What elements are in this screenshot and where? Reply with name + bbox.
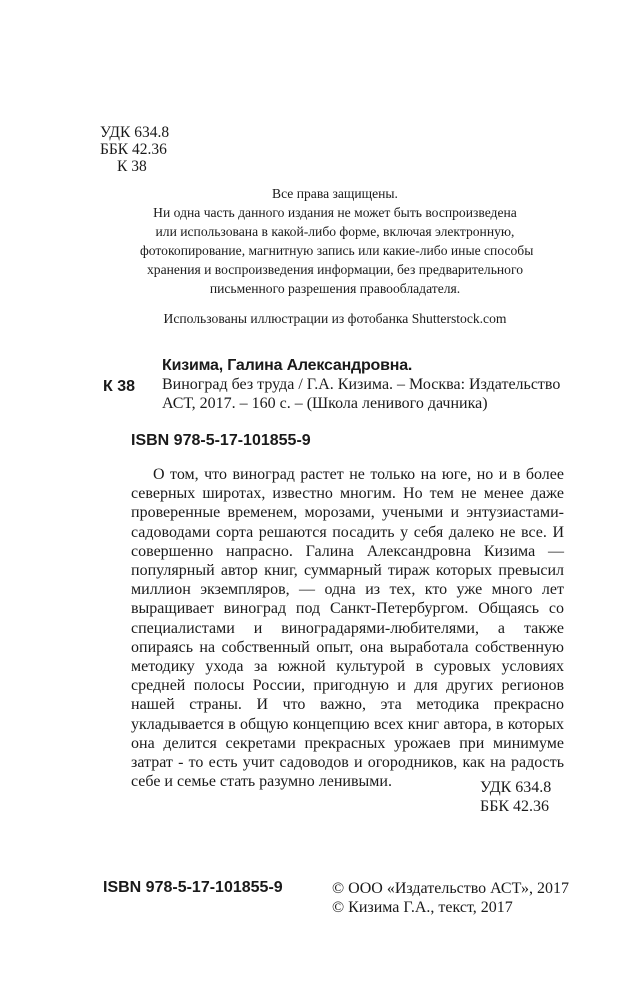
rights-line: или использована в какой-либо форме, включая электронную, — [155, 224, 515, 239]
bib-line-1: Виноград без труда / Г.А. Кизима. – Москва: Издательство — [162, 376, 561, 393]
classification-codes — [100, 124, 169, 175]
catalog-isbn: ISBN 978-5-17-101855-9 — [131, 432, 311, 449]
rights-line: Все права защищены. — [272, 186, 398, 201]
bib-line-2: АСТ, 2017. – 160 с. – (Школа ленивого дачника) — [162, 395, 488, 412]
bbk-code: ББК 42.36 — [100, 141, 167, 158]
rights-line: хранения и воспроизведения информации, без предварительного — [146, 262, 524, 277]
author-mark: К 38 — [117, 158, 147, 175]
udk-code: УДК 634.8 — [100, 124, 170, 141]
rights-line: письменного разрешения правообладателя. — [209, 281, 461, 296]
rights-notice — [140, 184, 534, 298]
copyright-author: © Кизима Г.А., текст, 2017 — [332, 899, 513, 916]
bibliographic-description — [162, 375, 562, 413]
rights-line: Ни одна часть данного издания не может быть воспроизведена — [153, 205, 517, 220]
copyright-publisher: © ООО «Издательство АСТ», 2017 — [332, 880, 569, 897]
catalog-author: Кизима, Галина Александровна. — [162, 357, 413, 374]
copyright-block — [332, 879, 569, 917]
catalog-code: К 38 — [103, 378, 136, 395]
annotation-codes — [480, 778, 551, 816]
illustrations-credit: Использованы иллюстрации из фотобанка Shutterstock.com — [163, 311, 507, 326]
annotation-text: О том, что виноград растет не только на юге, но и в более северных широтах, известно многим. Но тем не менее даже проверенные временем, морозами, учеными и энтузиастами-садоводами сорта решаются посадить у себя далеко не все. И совершенно напрасно. Галина Александровна Кизима — популярный автор книг, суммарный тираж которых превысил миллион экземпляров, — одна из тех, кто уже много лет выращивает виноград под Санкт-Петербургом. Общаясь со специалистами и виноградарями-любителями, а также опираясь на собственный опыт, она выработала собственную методику ухода за южной культурой в суровых условиях средней полосы России, пригодную и для других регионов нашей страны. И что важно, эта методика прекрасно укладывается в общую концепцию всех книг автора, в которых она делится секретами прекрасных урожаев при минимуме затрат - то есть учит садоводов и огородников, как на радость себе и семье стать разумно ленивыми. — [131, 466, 564, 791]
footer-isbn: ISBN 978-5-17-101855-9 — [103, 879, 283, 896]
bbk-code-bottom: ББК 42.36 — [480, 798, 550, 815]
rights-line: фотокопирование, магнитную запись или какие-либо иные способы — [140, 243, 534, 258]
udk-code-bottom: УДК 634.8 — [480, 779, 552, 796]
